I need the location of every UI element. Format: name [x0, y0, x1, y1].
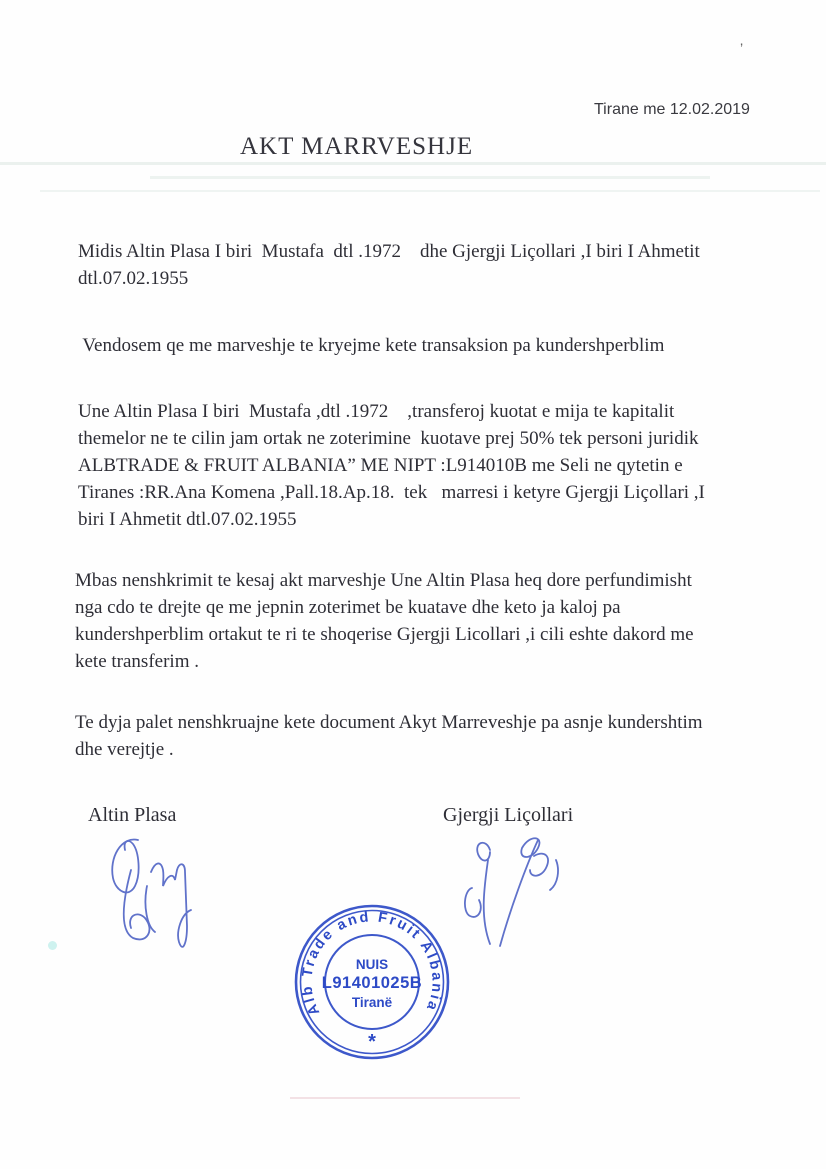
signature-ink-left [103, 830, 213, 970]
scan-streak [0, 162, 826, 165]
scan-streak [290, 1097, 520, 1099]
scan-streak [40, 190, 820, 192]
stamp-star: * [368, 1031, 376, 1053]
scan-speck: ’ [740, 40, 744, 56]
paragraph-closing [75, 709, 703, 763]
scan-dot [48, 941, 57, 950]
text-line: dhe verejtje . [75, 739, 174, 760]
stamp-ring-text: Alb Trade and Fruit Albania [299, 909, 445, 1018]
stamp-nuis-label: NUIS [355, 957, 389, 972]
paragraph-transfer [78, 398, 705, 533]
text-line: Vendosem qe me marveshje te kryejme kete transaksion pa kundershperblim [78, 335, 665, 356]
text-line: kundershperblim ortakut te ri te shoqerise Gjergji Licollari ,i cili eshte dakord me [75, 624, 694, 645]
text-line: Tiranes :RR.Ana Komena ,Pall.18.Ap.18. tek marresi i ketyre Gjergji Liçollari ,I [78, 482, 705, 503]
stamp-nuis-number: L91401025B [321, 974, 423, 992]
page-title: AKT MARRVESHJE [240, 133, 474, 160]
stamp-city: Tiranë [351, 995, 393, 1010]
text-line: kete transferim . [75, 651, 199, 672]
paragraph-parties [78, 238, 700, 292]
text-line: Midis Altin Plasa I biri Mustafa dtl .1972 dhe Gjergji Liçollari ,I biri I Ahmetit [78, 241, 700, 262]
paragraph-decision [78, 332, 664, 359]
signatory-name-right: Gjergji Liçollari [443, 804, 574, 826]
paragraph-renunciation [75, 567, 694, 675]
signatory-name-left: Altin Plasa [88, 804, 177, 826]
text-line: biri I Ahmetit dtl.07.02.1955 [78, 509, 297, 530]
signature-ink-right [460, 826, 590, 971]
text-line: Une Altin Plasa I biri Mustafa ,dtl .1972 ,transferoj kuotat e mija te kapitalit [78, 401, 675, 422]
text-line: nga cdo te drejte qe me jepnin zoterimet be kuatave dhe keto ja kaloj pa [75, 597, 621, 618]
text-line: ALBTRADE & FRUIT ALBANIA” ME NIPT :L914010B me Seli ne qytetin e [78, 455, 683, 476]
text-line: themelor ne te cilin jam ortak ne zoterimine kuotave prej 50% tek personi juridik [78, 428, 699, 449]
text-line: Mbas nenshkrimit te kesaj akt marveshje Une Altin Plasa heq dore perfundimisht [75, 570, 692, 591]
scan-streak [150, 176, 710, 179]
text-line: Te dyja palet nenshkruajne kete document Akyt Marreveshje pa asnje kundershtim [75, 712, 703, 733]
text-line: dtl.07.02.1955 [78, 268, 189, 289]
date-line: Tirane me 12.02.2019 [594, 101, 750, 118]
company-stamp [292, 902, 452, 1062]
